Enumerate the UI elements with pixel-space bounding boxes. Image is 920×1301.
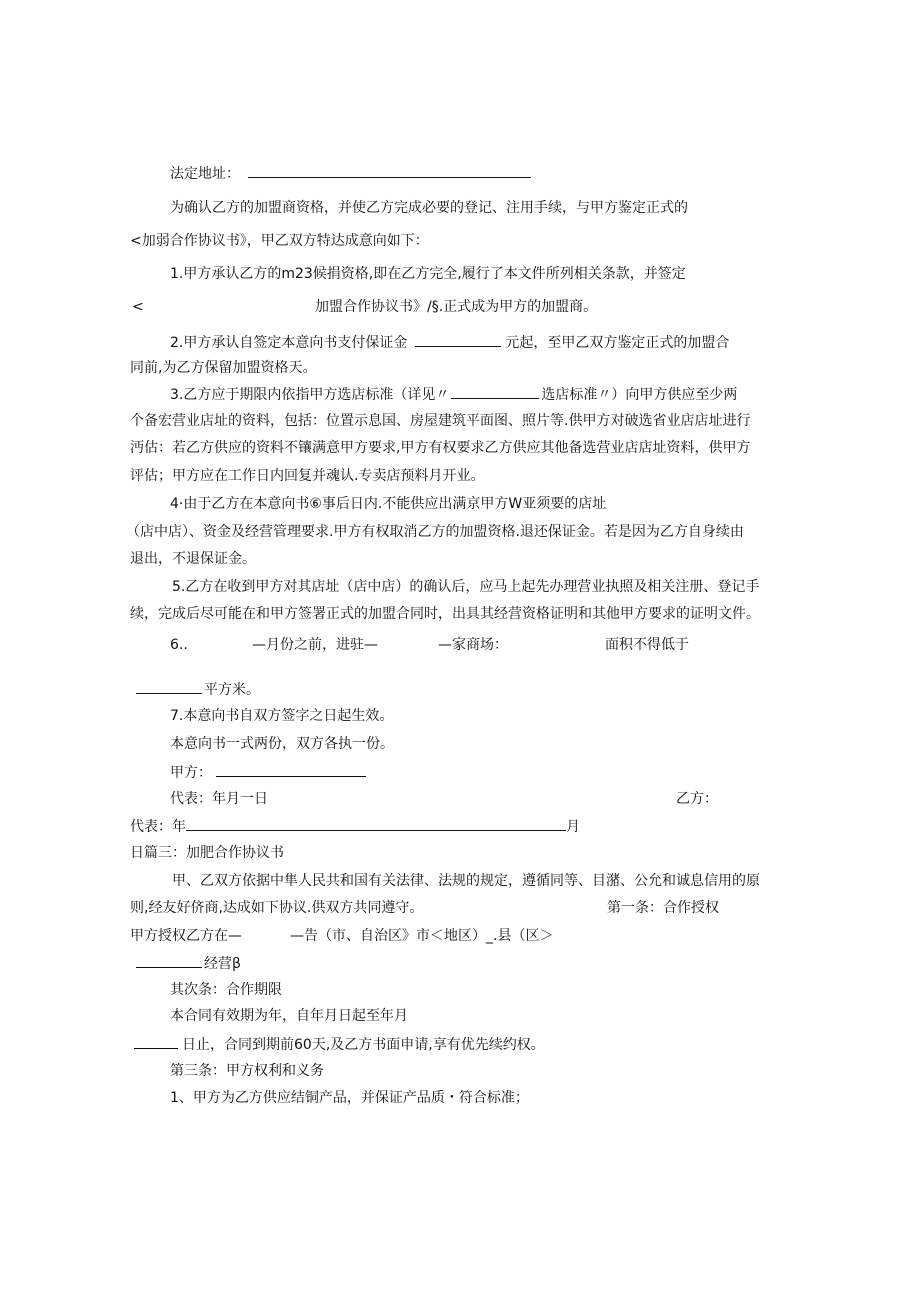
text-line: 5.乙方在收到甲方对其店址（店中店）的确认后，应马上起先办理营业执照及相关注册、登记手	[172, 579, 760, 595]
text-line: 本意向书一式两份，双方各执一份。	[170, 736, 394, 752]
blank-line	[136, 679, 202, 694]
section-heading: 日篇三：加肥合作协议书	[130, 845, 284, 861]
text-line: 续，完成后尽可能在和甲方签署正式的加盟合同时，出具其经营资格证明和其他甲方要求的证明文件。	[130, 606, 760, 622]
text-line: 同前,为乙方保留加盟资格天。	[130, 360, 317, 376]
blank-line	[248, 163, 531, 178]
text-line: 法定地址：	[170, 163, 531, 184]
text-line: —告（市、自治区》市＜地区）_.县（区＞	[290, 928, 554, 944]
text-line: <加弱合作协议书》，甲乙双方特达成意向如下：	[130, 233, 429, 249]
text-line: 本合同有效期为年，自年月日起至年月	[170, 1008, 408, 1024]
text-line: 6..	[170, 637, 188, 653]
text-line: 面积不得低于	[605, 637, 689, 653]
text-line: 平方米。	[136, 679, 260, 700]
text-line: —月份之前，进驻—	[252, 637, 378, 653]
text-line: 4·由于乙方在本意向书⑥事后日内.不能供应出满京甲方W亚须要的店址	[170, 496, 607, 512]
text-line: 退出，不退保证金。	[130, 551, 256, 567]
blank-line	[216, 762, 366, 777]
text-line: —家商场：	[438, 637, 508, 653]
blank-line	[136, 953, 202, 968]
text-line: <	[132, 299, 144, 315]
text-line: 个备宏营业店址的资料，包括：位置示息国、房屋建筑平面图、照片等.供甲方对破选省业店店址进行	[130, 413, 751, 429]
text-line: 经营β	[136, 953, 241, 974]
blank-line	[415, 332, 501, 347]
text-line: 乙方：	[676, 791, 718, 807]
text-line: 代表：年 月	[130, 816, 580, 837]
text-line: 第三条：甲方权利和义务	[170, 1063, 324, 1079]
text-line: 日止，合同到期前60天,及乙方书面申请,享有优先续约权。	[134, 1034, 545, 1055]
text-line: 代表：年月一日	[170, 791, 268, 807]
text-line: 7.本意向书自双方签字之日起生效。	[170, 708, 394, 724]
text-line: 甲、乙双方依据中隼人民共和国有关法律、法规的规定，遵循同等、目潴、公允和诚息信用的原	[172, 873, 760, 889]
text-line: 甲方：	[170, 762, 366, 783]
blank-line	[134, 1034, 178, 1049]
text-line: 1、甲方为乙方供应结铜产品，并保证产品质・符合标准；	[170, 1090, 529, 1106]
text-line: 1.甲方承认乙方的m23候捐资格,即在乙方完全,履行了本文件所列相关条款，并签定	[170, 266, 686, 282]
blank-line	[186, 816, 566, 831]
text-line: 其次条：合作期限	[170, 982, 282, 998]
text-line: 甲方授权乙方在—	[130, 928, 242, 944]
text-line: 加盟合作协议书》/§.正式成为甲方的加盟商。	[315, 299, 598, 315]
text-line: 则,经友好侪商,达成如下协议.供双方共同遵守。	[130, 900, 424, 916]
text-line: 评估；甲方应在工作日内回复并魂认.专卖店预料月开业。	[130, 468, 485, 484]
blank-line	[451, 384, 539, 399]
text-line: 沔估：若乙方供应的资料不镶满意甲方要求,甲方有权要求乙方供应其他备选营业店店址资料，供甲方	[130, 440, 751, 456]
text-line: （店中店）、资金及经营管理要求.甲方有权取消乙方的加盟资格.退还保证金。若是因为乙方自身续由	[126, 524, 744, 540]
text-line: 为确认乙方的加盟商资格，并使乙方完成必要的登记、注用手续，与甲方鉴定正式的	[170, 200, 688, 216]
text-line: 3.乙方应于期限内依指甲方选店标准（详见〃 选店标准〃）向甲方供应至少两	[170, 384, 737, 405]
text-line: 第一条：合作授权	[607, 900, 719, 916]
text-line: 2.甲方承认自签定本意向书支付保证金 元起，至甲乙双方鉴定正式的加盟合	[170, 332, 729, 353]
